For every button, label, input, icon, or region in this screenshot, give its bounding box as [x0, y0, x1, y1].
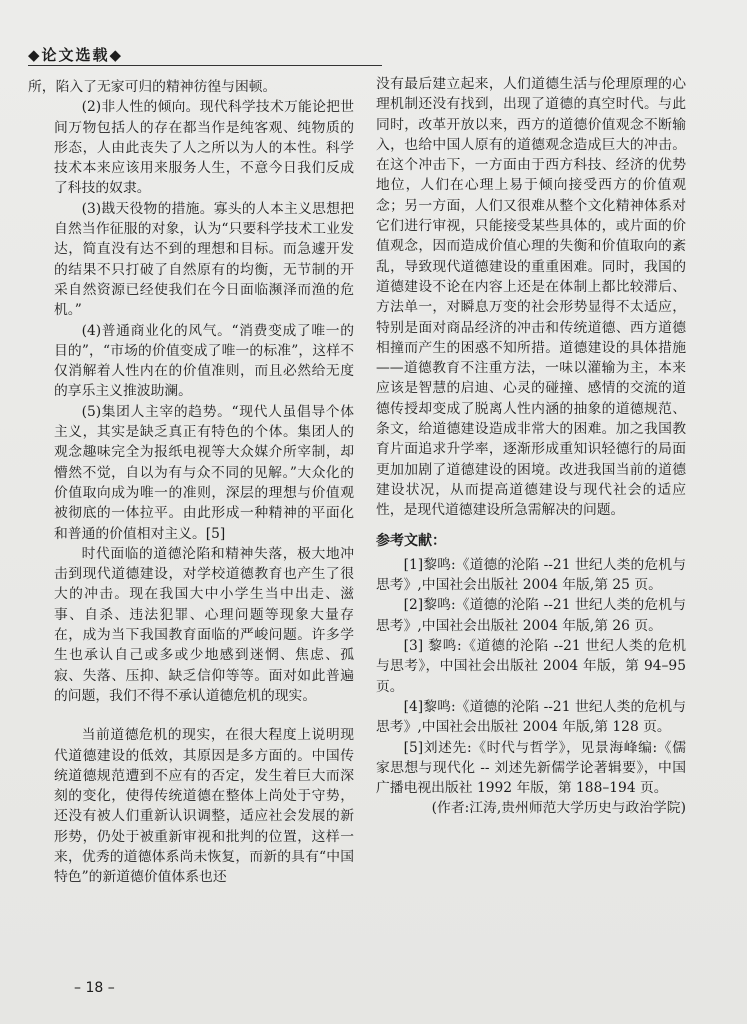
author-note: (作者:江涛,贵州师范大学历史与政治学院) — [431, 800, 686, 817]
paragraph: 没有最后建立起来，人们道德生活与伦理原理的心理机制还没有找到，出现了道德的真空时代。与此同时，改革开放以来，西方的道德价值观念不断输入，也给中国人原有的道德观念造成巨大的冲击。在这个冲击下，一方面由于西方科技、经济的优势地位，人们在心理上易于倾向接受西方的价值观念；另一方面，人们又很难从整个文化精神体系对它们进行审视，只能接受某些具体的，或片面的价值观念，因而造成价值心理的失衡和价值取向的紊乱，导致现代道德建设的重重困难。同时，我国的道德建设不论在内容上还是在体制上都比较滞后、方法单一，对瞬息万变的社会形势显得不太适应，特别是面对商品经济的冲击和传统道德、西方道德相撞而产生的困惑不知所措。道德建设的具体措施——道德教育不注重方法，一味以灌输为主，本来应该是智慧的启迪、心灵的碰撞、感情的交流的道德传授却变成了脱离人性内涵的抽象的道德规范、条文，给道德建设造成非常大的困难。加之我国教育片面追求升学率，逐渐形成重知识轻德行的局面更加加剧了道德建设的困境。改进我国当前的道德建设状况，从而提高道德建设与现代社会的适应性，是现代道德建设所急需解决的问题。 — [376, 76, 686, 519]
paragraph: (2)非人性的倾向。现代科学技术万能论把世间万物包括人的存在都当作是纯客观、纯物质的形态，人由此丧失了人之所以为人的本性。科学技术本来应该用来服务人生，不意今日我们反成了科技的奴隶。 — [54, 99, 354, 197]
reference-item: [3] 黎鸣:《道德的沦陷 --21 世纪人类的危机与思考》，中国社会出版社 2004 年版，第 94–95 页。 — [376, 638, 686, 695]
paragraph-gap — [54, 706, 354, 725]
reference-item: [5]刘述先:《时代与哲学》，见景海峰编:《儒家思想与现代化 -- 刘述先新儒学论著辑要》，中国广播电视出版社 1992 年版，第 188–194 页。 — [376, 739, 686, 797]
paragraph: 所，陷入了无家可归的精神彷徨与困顿。 — [28, 79, 277, 95]
reference-item: [4]黎鸣:《道德的沦陷 --21 世纪人类的危机与思考》,中国社会出版社 2004 年版,第 128 页。 — [376, 698, 686, 736]
paragraph: 当前道德危机的现实，在很大程度上说明现代道德建设的低效，其原因是多方面的。中国传统道德规范遭到不应有的否定，发生着巨大而深刻的变化，使得传统道德在整体上尚处于守势，还没有被人们重新认识调整，适应社会发展的新形势，仍处于被重新审视和批判的位置，这样一来，优秀的道德体系尚未恢复，而新的具有“中国特色”的新道德价值体系也还 — [54, 727, 354, 886]
references-heading: 参考文献： — [376, 532, 446, 549]
page-number: – 18 – — [74, 980, 115, 996]
paragraph: (5)集团人主宰的趋势。“现代人虽倡导个体主义，其实是缺乏真正有特色的个体。集团人的观念趣味完全为报纸电视等大众媒介所宰制，却懵然不觉，自以为有与众不同的见解。”大众化的价值取向成为唯一的准则，深层的理想与价值观被彻底的一体拉平。由此形成一种精神的平面化和普通的价值相对主义。[5] — [54, 403, 354, 542]
reference-item: [2]黎鸣:《道德的沦陷 --21 世纪人类的危机与思考》,中国社会出版社 2004 年版,第 26 页。 — [376, 597, 686, 634]
paragraph: (4)普通商业化的风气。“消费变成了唯一的目的”，“市场的价值变成了唯一的标准”，这样不仅消解着人性内在的价值准则，而且必然给无度的享乐主义推波助澜。 — [54, 322, 354, 400]
reference-item: [1]黎鸣:《道德的沦陷 --21 世纪人类的危机与思考》,中国社会出版社 2004 年版,第 25 页。 — [376, 556, 686, 594]
header-rule — [28, 65, 382, 66]
paragraph: (3)戡天役物的措施。寡头的人本主义思想把自然当作征服的对象，认为“只要科学技术工业发达，简直没有达不到的理想和目标。而急遽开发的结果不只打破了自然原有的均衡，无节制的开采自然资源已经使我们在今日面临濒泽而渔的危机。” — [54, 200, 354, 319]
section-header: ◆论文选载◆ — [28, 46, 124, 64]
right-column — [376, 74, 686, 819]
paragraph: 时代面临的道德沦陷和精神失落，极大地冲击到现代道德建设，对学校道德教育也产生了很大的冲击。现在我国大中小学生当中出走、滋事、自杀、违法犯罪、心理问题等现象大量存在，成为当下我国教育面临的严峻问题。许多学生也承认自己或多或少地感到迷惘、焦虑、孤寂、失落、压抑、缺乏信仰等等。面对如此普遍的问题，我们不得不承认道德危机的现实。 — [54, 545, 354, 704]
left-column — [28, 77, 354, 888]
